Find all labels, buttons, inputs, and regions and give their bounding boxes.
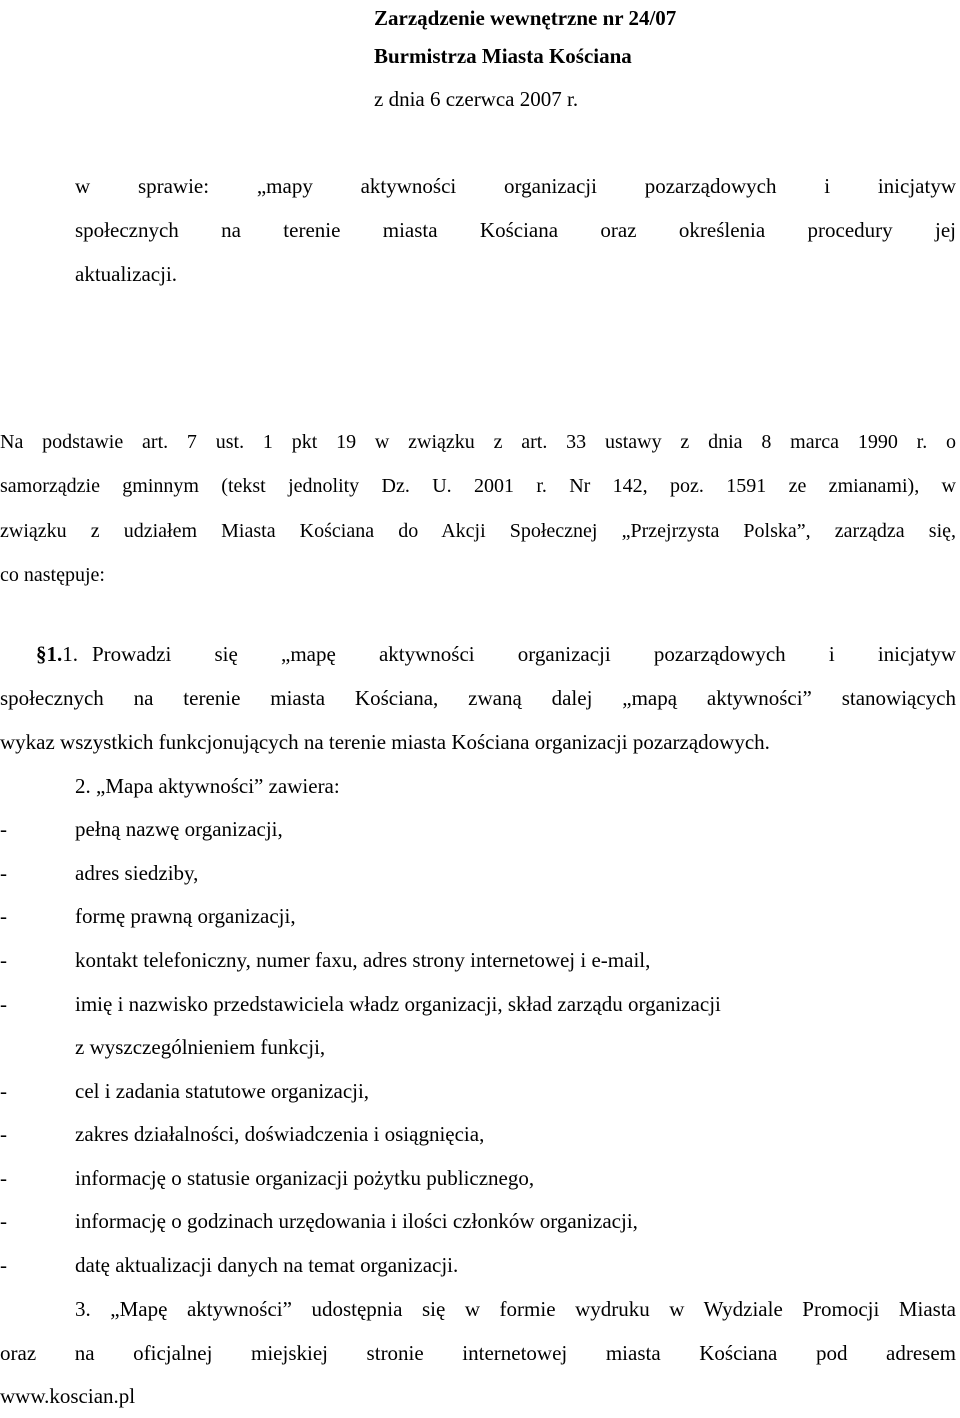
- document-issuer: Burmistrza Miasta Kościana: [374, 44, 632, 68]
- subject-line-3: aktualizacji.: [75, 262, 178, 286]
- list-item-text: adres siedziby,: [75, 861, 199, 885]
- list-item-text: formę prawną organizacji,: [75, 904, 296, 928]
- website-url: www.koscian.pl: [0, 1384, 136, 1408]
- list-item: [0, 1112, 956, 1156]
- list-dash: -: [0, 1122, 7, 1146]
- document-title: Zarządzenie wewnętrzne nr 24/07: [374, 6, 677, 30]
- list-dash: -: [0, 1253, 7, 1277]
- point-1-number: 1.: [62, 642, 78, 666]
- list-item: [0, 1243, 956, 1287]
- section-1-point-1-line-1: [36, 632, 956, 676]
- point-2-intro: 2. „Mapa aktywności” zawiera:: [75, 774, 340, 798]
- subject-line-1: w sprawie: „mapy aktywności organizacji pozarządowych i inicjatyw: [75, 174, 956, 198]
- preamble-line-3: związku z udziałem Miasta Kościana do Akcji Społecznej „Przejrzysta Polska”, zarządza się,: [0, 520, 956, 542]
- point-1-text-line-1: Prowadzi się „mapę aktywności organizacji pozarządowych i inicjatyw: [92, 642, 956, 666]
- list-item: [0, 894, 956, 938]
- subject-line-2: społecznych na terenie miasta Kościana oraz określenia procedury jej: [75, 218, 956, 242]
- point-3-line-2: oraz na oficjalnej miejskiej stronie internetowej miasta Kościana pod adresem: [0, 1341, 956, 1365]
- list-item-text: pełną nazwę organizacji,: [75, 817, 283, 841]
- list-item: [0, 1156, 956, 1200]
- list-item: [0, 982, 956, 1026]
- list-item-text: datę aktualizacji danych na temat organizacji.: [75, 1253, 459, 1277]
- list-item-text: z wyszczególnieniem funkcji,: [75, 1035, 326, 1059]
- preamble-line-4: co następuje:: [0, 564, 105, 586]
- list-dash: -: [0, 992, 7, 1016]
- list-dash: -: [0, 861, 7, 885]
- list-dash: -: [0, 1079, 7, 1103]
- section-marker: §1.: [36, 642, 63, 666]
- preamble-line-2: samorządzie gminnym (tekst jednolity Dz. U. 2001 r. Nr 142, poz. 1591 ze zmianami), w: [0, 475, 956, 497]
- list-item-text: informację o statusie organizacji pożytku publicznego,: [75, 1166, 535, 1190]
- list-dash: -: [0, 904, 7, 928]
- list-item-text: kontakt telefoniczny, numer faxu, adres strony internetowej i e-mail,: [75, 948, 651, 972]
- point-3-line-1: 3. „Mapę aktywności” udostępnia się w formie wydruku w Wydziale Promocji Miasta: [75, 1297, 956, 1321]
- preamble-line-1: Na podstawie art. 7 ust. 1 pkt 19 w związku z art. 33 ustawy z dnia 8 marca 1990 r. o: [0, 431, 956, 453]
- list-dash: -: [0, 1209, 7, 1233]
- list-dash: -: [0, 1166, 7, 1190]
- list-item-text: informację o godzinach urzędowania i ilości członków organizacji,: [75, 1209, 638, 1233]
- point-1-text-line-2: społecznych na terenie miasta Kościana, zwaną dalej „mapą aktywności” stanowiących: [0, 686, 956, 710]
- point-1-text-line-3: wykaz wszystkich funkcjonujących na terenie miasta Kościana organizacji pozarządowych.: [0, 730, 770, 754]
- list-dash: -: [0, 817, 7, 841]
- list-item: [0, 1069, 956, 1113]
- list-item-continuation: [0, 1025, 956, 1069]
- list-item-text: zakres działalności, doświadczenia i osiągnięcia,: [75, 1122, 485, 1146]
- document-date: z dnia 6 czerwca 2007 r.: [374, 87, 579, 111]
- list-dash: -: [0, 948, 7, 972]
- list-item-text: cel i zadania statutowe organizacji,: [75, 1079, 370, 1103]
- list-item: [0, 807, 956, 851]
- list-item: [0, 1199, 956, 1243]
- list-item: [0, 851, 956, 895]
- list-item-text: imię i nazwisko przedstawiciela władz organizacji, skład zarządu organizacji: [75, 992, 721, 1016]
- list-item: [0, 938, 956, 982]
